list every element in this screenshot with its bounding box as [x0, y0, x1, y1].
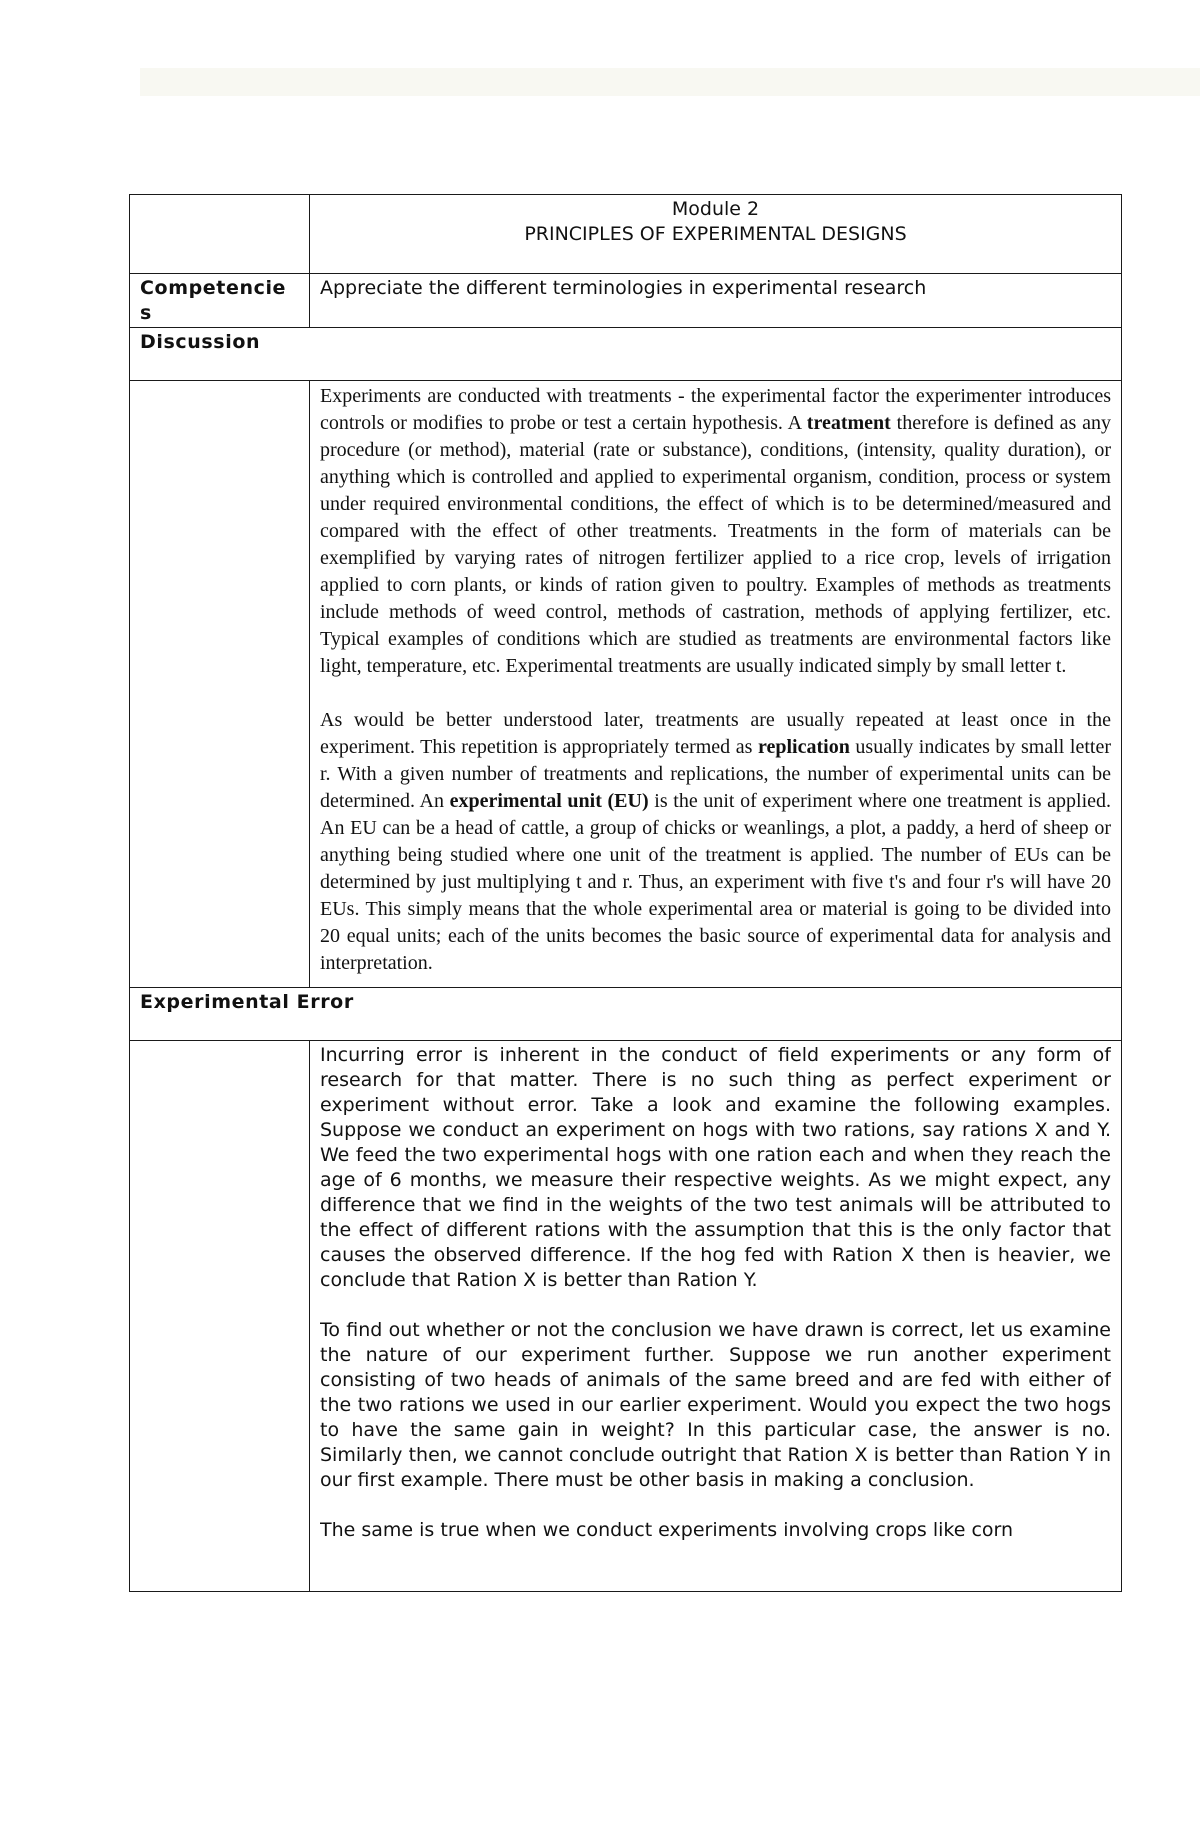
- competencies-text: Appreciate the different terminologies in experimental research: [310, 274, 1122, 328]
- discussion-header-row: [130, 328, 1122, 381]
- experimental-error-left-cell: [130, 1041, 310, 1592]
- error-paragraph-2: To find out whether or not the conclusion we have drawn is correct, let us examine the nature of our experiment further. Suppose we run another experiment consisting of two heads of animals of the same breed and are fed with either of the two rations we used in our earlier experiment. Would you expect the two hogs to have the same gain in weight? In this particular case, the answer is no. Similarly then, we cannot conclude outright that Ration X is better than Ration Y in our first example. There must be other basis in making a conclusion.: [320, 1319, 1111, 1491]
- term-experimental-unit: experimental unit (EU): [449, 790, 649, 812]
- header-band: [140, 68, 1200, 96]
- term-treatment: treatment: [806, 412, 891, 434]
- module-number: Module 2: [671, 198, 760, 220]
- error-paragraph-3: The same is true when we conduct experiments involving crops like corn: [320, 1519, 1014, 1541]
- discussion-paragraph-1: Experiments are conducted with treatments - the experimental factor the experimenter introduces controls or modifies to probe or test a certain hypothesis. A treatment therefore is defined as any procedure (or method), material (rate or substance), conditions, (intensity, quality duration), or anything which is controlled and applied to experimental organism, condition, process or system under required environmental conditions, the effect of which is to be determined/measured and compared with the effect of other treatments. Treatments in the form of materials can be exemplified by varying rates of nitrogen fertilizer applied to a rice crop, levels of irrigation applied to corn plants, or kinds of ration given to poultry. Examples of methods as treatments include methods of weed control, methods of castration, methods of applying fertilizer, etc. Typical examples of conditions which are studied as treatments are environmental factors like light, temperature, etc. Experimental treatments are usually indicated simply by small letter t.: [320, 385, 1111, 677]
- experimental-error-body-row: [130, 1041, 1122, 1592]
- discussion-body-row: [130, 381, 1122, 988]
- experimental-error-header-row: [130, 988, 1122, 1041]
- discussion-left-cell: [130, 381, 310, 988]
- module-title: PRINCIPLES OF EXPERIMENTAL DESIGNS: [524, 223, 907, 245]
- discussion-label: Discussion: [130, 328, 1122, 381]
- discussion-paragraph-2: As would be better understood later, treatments are usually repeated at least once in the experiment. This repetition is appropriately termed as replication usually indicates by small letter r. With a given number of treatments and replications, the number of experimental units can be determined. An experimental unit (EU) is the unit of experiment where one treatment is applied. An EU can be a head of cattle, a group of chicks or weanlings, a plot, a paddy, a herd of sheep or anything being studied where one unit of the treatment is applied. The number of EUs can be determined by just multiplying t and r. Thus, an experiment with five t's and four r's will have 20 EUs. This simply means that the whole experimental area or material is going to be divided into 20 equal units; each of the units becomes the basic source of experimental data for analysis and interpretation.: [320, 709, 1112, 974]
- title-left-cell: [130, 195, 310, 274]
- competencies-label: Competencies: [130, 274, 310, 328]
- experimental-error-body: [310, 1041, 1122, 1592]
- error-paragraph-1: Incurring error is inherent in the conduct of field experiments or any form of research for that matter. There is no such thing as perfect experiment or experiment without error. Take a look and examine the following examples. Suppose we conduct an experiment on hogs with two rations, say rations X and Y. We feed the two experimental hogs with one ration each and when they reach the age of 6 months, we measure their respective weights. As we might expect, any difference that we find in the weights of the two test animals will be attributed to the effect of different rations with the assumption that this is the only factor that causes the observed difference. If the hog fed with Ration X then is heavier, we conclude that Ration X is better than Ration Y.: [320, 1044, 1111, 1291]
- experimental-error-label: Experimental Error: [130, 988, 1122, 1041]
- module-table: [129, 194, 1122, 1592]
- title-row: [130, 195, 1122, 274]
- title-cell: [310, 195, 1122, 274]
- term-replication: replication: [757, 736, 850, 758]
- competencies-row: [130, 274, 1122, 328]
- discussion-body: [310, 381, 1122, 988]
